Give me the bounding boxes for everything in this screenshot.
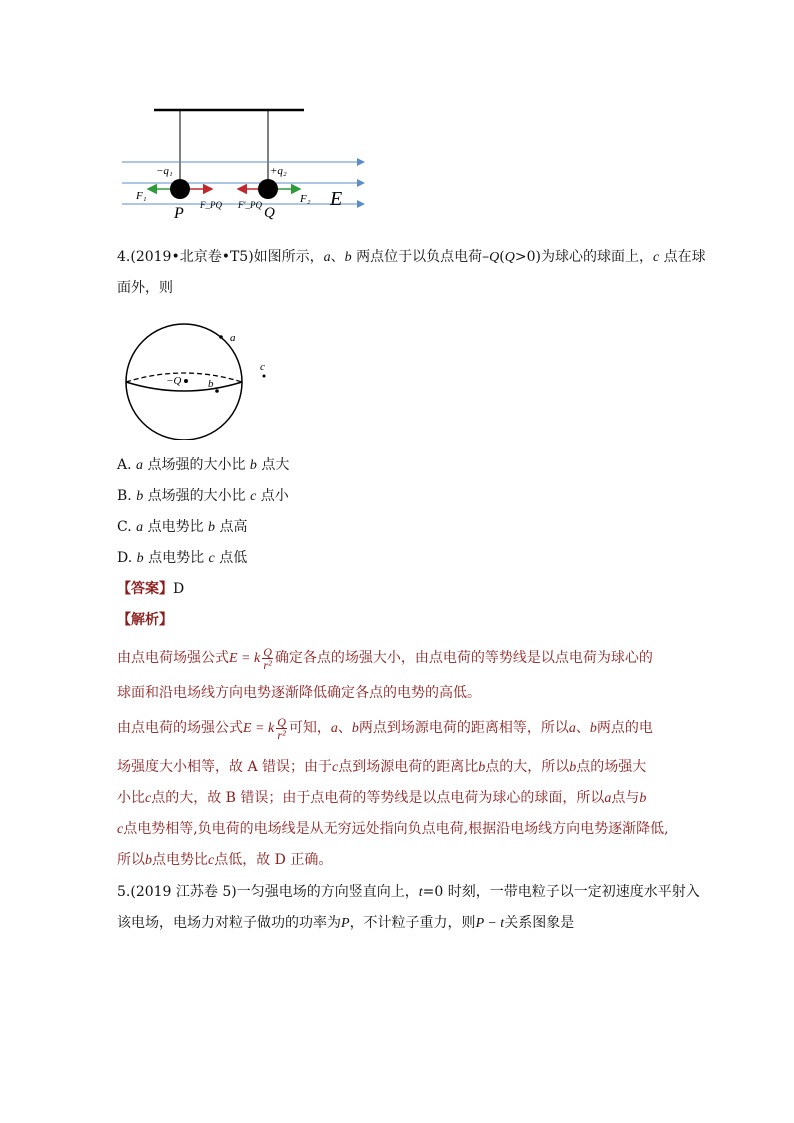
q5-line1: 5.(2019 江苏卷 5)一匀强电场的方向竖直向上，t=0 时刻，一带电粒子以一定初速度水平射入 bbox=[117, 884, 700, 900]
sphere-outline bbox=[126, 324, 242, 440]
point-c bbox=[263, 375, 266, 378]
point-negq bbox=[184, 379, 188, 383]
analysis-p2-line2: 场强度大小相等，故 A 错误；由于c点到场源电荷的距离比b点的大，所以b点的场强大 bbox=[117, 759, 647, 775]
q4-stem-line2: 面外，则 bbox=[117, 280, 173, 296]
option-a: A. a 点场强的大小比 b 点大 bbox=[117, 457, 290, 473]
equator-back bbox=[126, 373, 242, 382]
analysis-p2-line5: 所以b点电势比c点低，故 D 正确。 bbox=[117, 852, 333, 868]
option-b: B. b 点场强的大小比 c 点小 bbox=[117, 488, 289, 504]
ball-p bbox=[170, 179, 190, 199]
label-a: a bbox=[230, 332, 236, 344]
label-c: c bbox=[260, 361, 265, 373]
label-neg-q1: −q₁ bbox=[156, 165, 173, 177]
label-q: Q bbox=[264, 205, 275, 221]
label-e: E bbox=[330, 188, 343, 210]
label-fprimepq: F′_PQ bbox=[238, 200, 262, 210]
point-b bbox=[215, 389, 219, 393]
equator-front bbox=[126, 382, 242, 391]
label-fpq: F_PQ bbox=[200, 200, 222, 210]
analysis-tag: 【解析】 bbox=[117, 612, 173, 628]
answer-tag: 【答案】 bbox=[117, 581, 173, 597]
analysis-p1-line2: 球面和沿电场线方向电势逐渐降低确定各点的电势的高低。 bbox=[117, 685, 481, 701]
figure-charged-balls-in-field bbox=[118, 100, 378, 225]
analysis-p2-line4: c点电势相等,负电荷的电场线是从无穷远处指向负点电荷,根据沿电场线方向电势逐渐降低, bbox=[117, 821, 669, 837]
label-negq: −Q bbox=[166, 375, 182, 387]
label-f1: F₁ bbox=[136, 190, 147, 202]
answer-value: D bbox=[173, 581, 185, 597]
analysis-p1-line1: 由点电荷场强公式E = k $\frac{Q}{\text{r²}}$ 确定各点的场强大小，由点电荷的等势线是以点电荷为球心的 bbox=[117, 644, 653, 672]
point-a bbox=[219, 335, 223, 339]
option-d: D. b 点电势比 c 点低 bbox=[117, 550, 248, 566]
formula-fraction-1: $\frac{Q}{\text{r²}}$ bbox=[263, 644, 272, 672]
figure-sphere bbox=[118, 320, 283, 440]
option-c: C. a 点电势比 b 点高 bbox=[117, 519, 248, 535]
formula-fraction-2: $\frac{Q}{\text{r²}}$ bbox=[277, 714, 286, 742]
label-f2: F₂ bbox=[300, 193, 311, 205]
ball-q bbox=[258, 179, 278, 199]
analysis-p2-line1: 由点电荷的场强公式E = k $\frac{Q}{\text{r²}}$ 可知，a、b两点到场源电荷的距离相等，所以a、b两点的电 bbox=[117, 714, 653, 742]
label-pos-q2: +q₂ bbox=[270, 165, 287, 177]
q5-line2: 该电场，电场力对粒子做功的功率为P，不计粒子重力，则P − t关系图象是 bbox=[117, 915, 575, 931]
answer-line bbox=[117, 578, 184, 600]
q4-stem-line1: 4.(2019•北京卷•T5)如图所示，a、b 两点位于以负点电荷–Q(Q>0)为球心的球面上，c 点在球 bbox=[117, 249, 706, 265]
label-p: P bbox=[174, 205, 184, 222]
label-b: b bbox=[208, 378, 214, 390]
analysis-p2-line3: 小比c点的大，故 B 错误；由于点电荷的等势线是以点电荷为球心的球面，所以a点与b bbox=[117, 790, 647, 806]
